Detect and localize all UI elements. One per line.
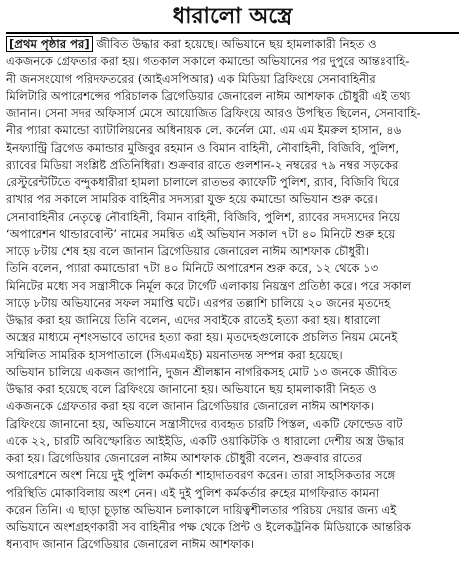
article-line-text: জীবিত উদ্ধার করা হয়েছে। অভিযানে ছয় হামলাকারী নিহত ও [92, 37, 377, 51]
article-line: সাড়ে ৮টায় অভিযানের সফল সমাপ্তি ঘটে। এরপর তল্লাশি চালিয়ে ২০ জনের মৃতদেহ [6, 295, 391, 310]
article-line: সম্মিলিত সামরিক হাসপাতালে (সিএমএইচ) ময়নাতদন্ত সম্পন্ন করা হয়েছে। [6, 347, 343, 362]
article-line: উদ্ধার করা হয় জানিয়ে তিনি বলেন, এদের সবাইকে রাতেই হত্যা করা হয়। ধারালো [6, 313, 381, 327]
article-line: নী জনসংযোগ পরিদফতরের (আইএসপিআর) এক মিডিয়া ব্রিফিংয়ে সেনাবাহিনীর [6, 71, 376, 86]
article-line: নীর প্যারা কমান্ডো ব্যাটালিয়নের অধিনায়ক লে. কর্নেল মো. এম এম ইমরুল হাসান, ৪৬ [6, 123, 402, 138]
article-line: একজনকে গ্রেফতার করা হয় বলে জানান ব্রিগেডিয়ার জেনারেল নাঈম আশফাক। [6, 399, 374, 414]
article-line: মিলিটারি অপারেশন্সের পরিচালক ব্রিগেডিয়ার জেনারেল নাঈম আশফাক চৌধুরী এই তথ্য [6, 88, 411, 103]
article-line: জানান। সেনা সদর অফিসার্স মেসে আয়োজিত ব্রিফিংয়ে আরও উপস্থিত ছিলেন, সেনাবাহি- [6, 106, 421, 120]
article-line: ব্রিফিংয়ে জানানো হয়, অভিযানে সন্ত্রাসীদের ব্যবহৃত চারটি পিস্তল, একটি ফোল্ডেড বাট [6, 416, 403, 431]
article-headline: ধারালো অস্ত্রে [172, 4, 293, 29]
article-line: র‍্যাবের মিডিয়া সংশ্লিষ্ট প্রতিনিধিরা। শুক্রবার রাতে গুলশান-২ নম্বরের ৭৯ নম্বর সড়কের [6, 157, 399, 172]
article-line: অপারেশনে অংশ নিয়ে দুই পুলিশ কর্মকর্তা শাহাদাতবরণ করেন। তারা সাহসিকতার সঙ্গে [6, 468, 396, 483]
article-body [6, 36, 459, 554]
article-line: উদ্ধার করা হয়েছে বলে ব্রিফিংয়ে জানানো হয়। অভিযানে ছয় হামলাকারী নিহত ও [6, 382, 377, 396]
article-line: একজনকে গ্রেফতার করা হয়। গতকাল সকালে কমান্ডো অভিযানের পর দুপুরে আন্তঃবাহি- [6, 54, 410, 69]
article-line [6, 36, 459, 53]
headline-divider [6, 32, 459, 34]
article-line: ধন্যবাদ জানান ব্রিগেডিয়ার জেনারেল নাঈম আশফাক। [6, 537, 255, 552]
article-line: অভিযান চালিয়ে একজন জাপানি, দুজন শ্রীলঙ্কান নাগরিকসহ মোট ১৩ জনকে জীবিত [6, 364, 398, 379]
article-line: একে ২২, চারটি অবিস্ফোরিত আইইডি, একটি ওয়াকিটকি ও ধারালো দেশীয় অস্ত্র উদ্ধার [6, 433, 405, 448]
article-line: ইনফ্যান্ট্রি ব্রিগেড কমান্ডার মুজিবুর রহমান ও বিমান বাহিনী, নৌবাহিনী, বিজিবি, পুলিশ, [6, 140, 399, 155]
article-line: করা হয়। ব্রিগেডিয়ার জেনারেল নাঈম আশফাক চৌধুরী বলেন, শুক্রবার রাতের [6, 451, 363, 465]
article-line: ‘অপারেশন থান্ডারবোল্ট’ নামের সমন্বিত এই অভিযান সকাল ৭টা ৪০ মিনিটে শুরু হয়ে [6, 226, 396, 241]
article-line: মিনিটের মধ্যে সব সন্ত্রাসীকে নির্মূল করে টার্গেট এলাকায় নিয়ন্ত্রণ প্রতিষ্ঠা করে। পরে সকাল [6, 278, 411, 293]
article-line: করেন তিনি। এ ছাড়া চূড়ান্ত অভিযান চলাকালে দায়িত্বশীলতার পরিচয় দেয়ার জন্য এই [6, 502, 397, 517]
article-line: পরিস্থিতি মোকাবিলায় অংশ নেন। এই দুই পুলিশ কর্মকর্তার রুহের মাগফিরাত কামনা [6, 485, 380, 500]
continued-tag: [প্রথম পৃষ্ঠার পর] [6, 36, 93, 52]
article-line: রাখার পর সকালে সামরিক বাহিনীর সদস্যরা যুক্ত হয়ে কমান্ডো অভিযান শুরু করে। [6, 192, 378, 207]
article-line: রেস্টুরেন্টটিতে বন্দুকধারীরা হামলা চালালে রাতভর ক্যাফেটি পুলিশ, র‍্যাব, বিজিবি ঘিরে [6, 175, 400, 189]
article-line: তিনি বলেন, প্যারা কমান্ডোরা ৭টা ৪০ মিনিটে অপারেশন শুরু করে, ১২ থেকে ১৩ [6, 261, 379, 276]
article-line: অস্ত্রের মাধ্যমে নৃশংসভাবে তাদের হত্যা করা হয়। মৃতদেহগুলোকে প্রচলিত নিয়ম মেনেই [6, 330, 398, 345]
article-line: সাড়ে ৮টায় শেষ হয় বলে জানান ব্রিগেডিয়ার জেনারেল নাঈম আশফাক চৌধুরী। [6, 244, 369, 258]
article-line: সেনাবাহিনীর নেতৃত্বে নৌবাহিনী, বিমান বাহিনী, বিজিবি, পুলিশ, র‍্যাবের সদস্যদের নিয়ে [6, 209, 401, 224]
article-line: অভিযানে অংশগ্রহণকারী সব বাহিনীর পক্ষ থেকে প্রিন্ট ও ইলেকট্রনিক মিডিয়াকে আন্তরিক [6, 520, 412, 534]
